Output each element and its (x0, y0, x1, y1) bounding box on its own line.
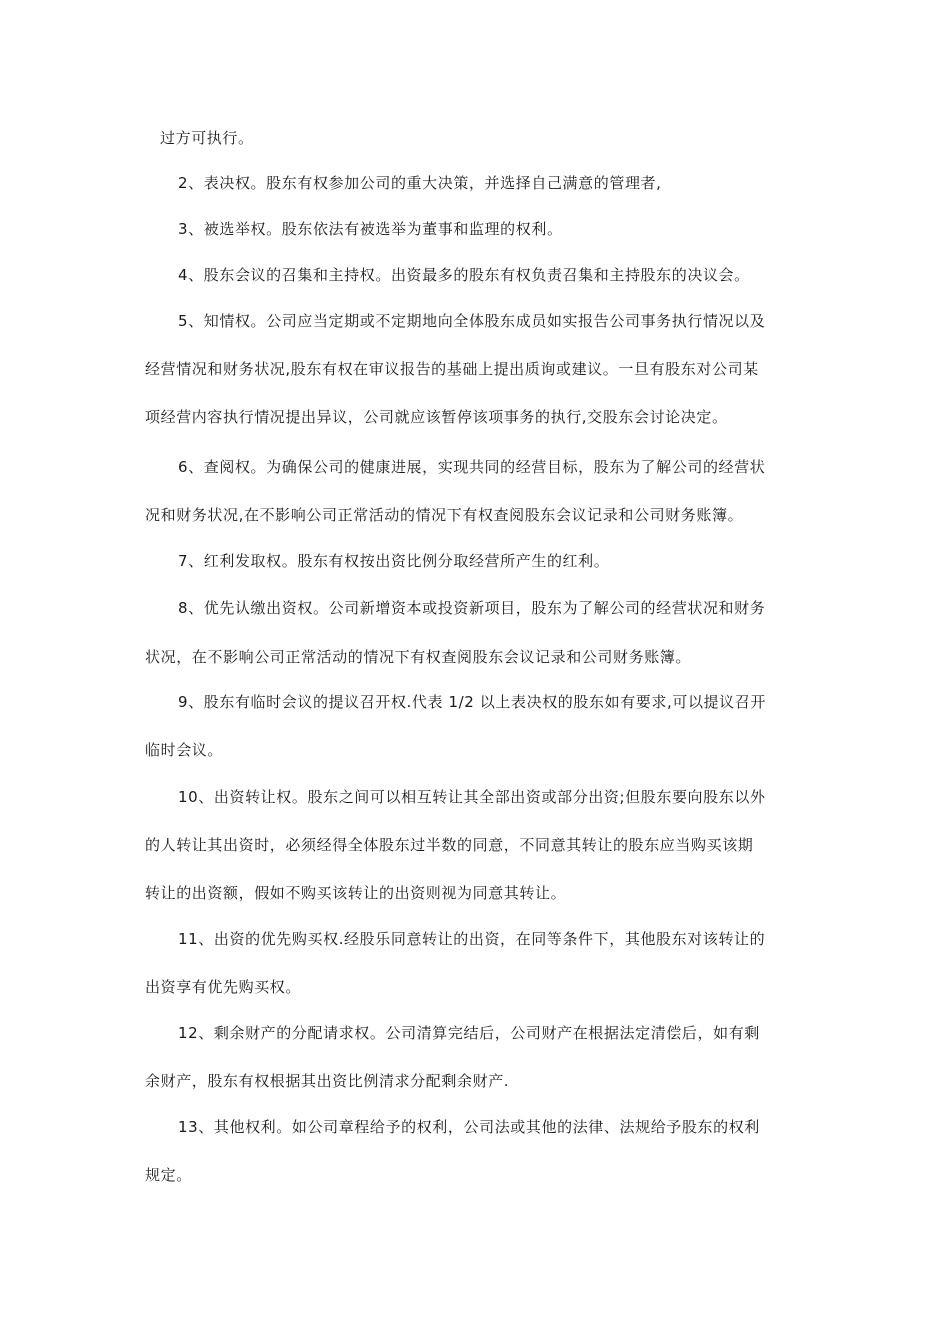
text-line: 出资享有优先购买权。 (145, 978, 302, 996)
text-line: 6、查阅权。为确保公司的健康进展，实现共同的经营目标，股东为了解公司的经营状 (178, 458, 766, 476)
text-line: 过方可执行。 (160, 129, 254, 147)
text-line: 项经营内容执行情况提出异议，公司就应该暂停该项事务的执行,交股东会讨论决定。 (145, 408, 728, 426)
text-line: 13、其他权利。如公司章程给予的权利，公司法或其他的法律、法规给予股东的权利 (178, 1118, 760, 1136)
text-line: 2、表决权。股东有权参加公司的重大决策，并选择自己满意的管理者, (178, 174, 662, 192)
text-line: 规定。 (145, 1166, 192, 1184)
text-line: 10、出资转让权。股东之间可以相互转让其全部出资或部分出资;但股东要向股东以外 (178, 788, 766, 806)
text-line: 12、剩余财产的分配请求权。公司清算完结后，公司财产在根据法定清偿后，如有剩 (178, 1024, 760, 1042)
text-line: 8、优先认缴出资权。公司新增资本或投资新项目，股东为了解公司的经营状况和财务 (178, 599, 766, 617)
text-line: 11、出资的优先购买权.经股乐同意转让的出资，在同等条件下，其他股东对该转让的 (178, 930, 766, 948)
text-line: 5、知情权。公司应当定期或不定期地向全体股东成员如实报告公司事务执行情况以及 (178, 312, 766, 330)
text-line: 转让的出资额，假如不购买该转让的出资则视为同意其转让。 (145, 884, 567, 902)
text-line: 余财产，股东有权根据其出资比例清求分配剩余财产. (145, 1072, 510, 1090)
text-line: 临时会议。 (145, 741, 224, 759)
text-line: 经营情况和财务状况,股东有权在审议报告的基础上提出质询或建议。一旦有股东对公司某 (145, 360, 759, 378)
text-line: 7、红利发取权。股东有权按出资比例分取经营所产生的红利。 (178, 552, 610, 570)
text-line: 9、股东有临时会议的提议召开权.代表 1/2 以上表决权的股东如有要求,可以提议召开 (178, 693, 766, 711)
text-line: 况和财务状况,在不影响公司正常活动的情况下有权查阅股东会议记录和公司财务账簿。 (145, 506, 744, 524)
text-line: 4、股东会议的召集和主持权。出资最多的股东有权负责召集和主持股东的决议会。 (178, 266, 750, 284)
text-line: 的人转让其出资时，必须经得全体股东过半数的同意，不同意其转让的股东应当购买该期 (145, 836, 754, 854)
text-line: 状况，在不影响公司正常活动的情况下有权查阅股东会议记录和公司财务账簿。 (145, 648, 692, 666)
text-line: 3、被选举权。股东依法有被选举为董事和监理的权利。 (178, 220, 563, 238)
